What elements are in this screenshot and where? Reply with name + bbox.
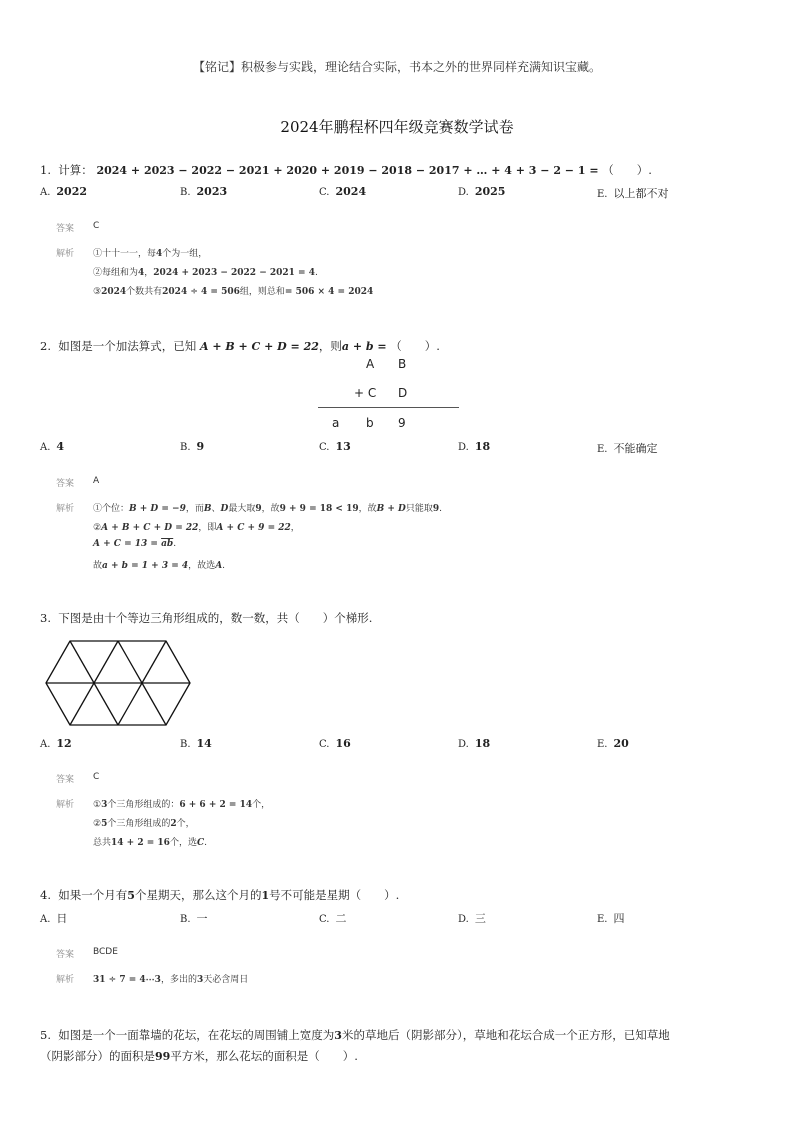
q1-expression: 2024 + 2023 − 2022 − 2021 + 2020 + 2019 − 2018 − 2017 + … + 4 + 3 − 2 − 1 =	[96, 164, 599, 177]
q2-number: 2.	[40, 339, 51, 353]
q1-analysis-tag: 解析	[56, 249, 75, 259]
q2-analysis-tag: 解析	[56, 504, 75, 514]
q2-option-d: D. 18	[458, 440, 491, 453]
q3-answer-tag: 答案	[56, 775, 75, 785]
q3-analysis-tag: 解析	[56, 800, 75, 810]
q2-expression-2: a + b =	[341, 340, 387, 353]
q3-option-a: A. 12	[40, 737, 72, 750]
q3-option-b: B. 14	[180, 737, 212, 750]
q2-option-e: E. 不能确定	[597, 442, 658, 455]
q1-analysis-line-2: ②每组和为4，2024 + 2023 − 2022 − 2021 = 4.	[93, 268, 318, 278]
q4-option-b: B. 一	[180, 912, 208, 925]
q2-analysis-line-2: ②A + B + C + D = 22，即A + C + 9 = 22，	[93, 523, 300, 533]
q1-answer-tag: 答案	[56, 224, 75, 234]
q3-option-d: D. 18	[458, 737, 491, 750]
q3-analysis-line-2: ②5个三角形组成的2个，	[93, 819, 195, 829]
edge-1	[70, 641, 94, 683]
q3-option-e: E. 20	[597, 737, 629, 750]
q4-answer-tag: 答案	[56, 950, 75, 960]
q2-analysis-line-1: ①个位：B + D = −9，而B、D最大取9，故9 + 9 = 18 < 19，故B + D只能取9.	[93, 504, 443, 514]
figure-letter-a: a	[332, 416, 340, 430]
triangle-trapezoid-figure	[40, 637, 200, 729]
q1-suffix: （ ）.	[602, 163, 652, 177]
q3-analysis-line-3: 总共14 + 2 = 16个，选C.	[93, 838, 208, 848]
q1-option-c: C. 2024	[319, 185, 367, 198]
q1-analysis-line-1: ①十十一一，每4个为一组，	[93, 249, 208, 259]
q2-option-b: B. 9	[180, 440, 205, 453]
figure-letter-C: + C	[354, 386, 377, 400]
motto: 【铭记】积极参与实践，理论结合实际，书本之外的世界同样充满知识宝藏。	[192, 60, 601, 74]
q4-option-a: A. 日	[40, 912, 68, 925]
q3-stem	[40, 610, 372, 626]
q4-stem: 4. 如果一个月有5个星期天，那么这个月的1号不可能是星期（ ）.	[40, 888, 400, 902]
q1-answer: C	[93, 221, 100, 231]
figure-letter-D: D	[398, 386, 408, 400]
q2-answer-tag: 答案	[56, 479, 75, 489]
q3-option-c: C. 16	[319, 737, 351, 750]
q5-stem-line-2: （阴影部分）的面积是99平方米，那么花坛的面积是（ ）.	[40, 1049, 358, 1063]
edge-7	[118, 683, 142, 725]
q4-analysis-tag: 解析	[56, 975, 75, 985]
q4-option-e: E. 四	[597, 912, 625, 925]
q2-prefix: 如图是一个加法算式，已知	[58, 339, 197, 353]
q1-prefix: 计算：	[58, 163, 93, 177]
edge-2	[94, 641, 118, 683]
figure-digit-9: 9	[398, 416, 406, 430]
q2-option-c: C. 13	[319, 440, 351, 453]
q4-number: 4.	[40, 888, 51, 902]
q2-analysis-line-4: 故a + b = 1 + 3 = 4，故选A.	[93, 561, 226, 571]
figure-letter-B: B	[398, 357, 407, 371]
q4-option-d: D. 三	[458, 912, 486, 925]
edge-3	[118, 641, 142, 683]
page-title: 2024年鹏程杯四年级竞赛数学试卷	[280, 118, 514, 136]
edge-4	[142, 641, 166, 683]
q2-mid: ，则	[318, 339, 342, 353]
edge-6	[94, 683, 118, 725]
q1-stem	[40, 162, 652, 178]
edge-8	[142, 683, 166, 725]
figure-sum-line	[318, 407, 459, 408]
q4-option-c: C. 二	[319, 912, 347, 925]
q1-analysis-line-3: ③2024个数共有2024 ÷ 4 = 506组，则总和= 506 × 4 = 2024	[93, 287, 374, 297]
figure-letter-b: b	[366, 416, 374, 430]
q5-number: 5.	[40, 1028, 51, 1042]
q2-option-a: A. 4	[40, 440, 65, 453]
q1-option-d: D. 2025	[458, 185, 506, 198]
q4-answer: BCDE	[93, 947, 118, 957]
q4-analysis-line-1: 31 ÷ 7 = 4⋯3，多出的3天必含周日	[93, 975, 249, 985]
figure-letter-A: A	[366, 357, 375, 371]
q1-option-b: B. 2023	[180, 185, 228, 198]
q3-answer: C	[93, 772, 100, 782]
q5-stem-line-1: 5. 如图是一个一面靠墙的花坛，在花坛的周围铺上宽度为3米的草地后（阴影部分），草地和花坛合成一个正方形，已知草地	[40, 1028, 670, 1042]
q1-option-e: E. 以上都不对	[597, 187, 669, 200]
q2-answer: A	[93, 476, 100, 486]
q2-analysis-line-3: $A + C = 13 = \overline{ab}$.	[93, 539, 177, 549]
q3-text: 下图是由十个等边三角形组成的，数一数，共（ ）个梯形.	[58, 611, 373, 625]
q2-suffix: （ ）.	[390, 339, 440, 353]
q2-stem	[40, 338, 440, 354]
q3-analysis-line-1: ①3个三角形组成的：6 + 6 + 2 = 14个，	[93, 800, 271, 810]
q1-number: 1.	[40, 163, 51, 177]
q2-expression: A + B + C + D = 22	[199, 340, 319, 353]
q3-number: 3.	[40, 611, 51, 625]
edge-5	[70, 683, 94, 725]
q1-option-a: A. 2022	[40, 185, 88, 198]
